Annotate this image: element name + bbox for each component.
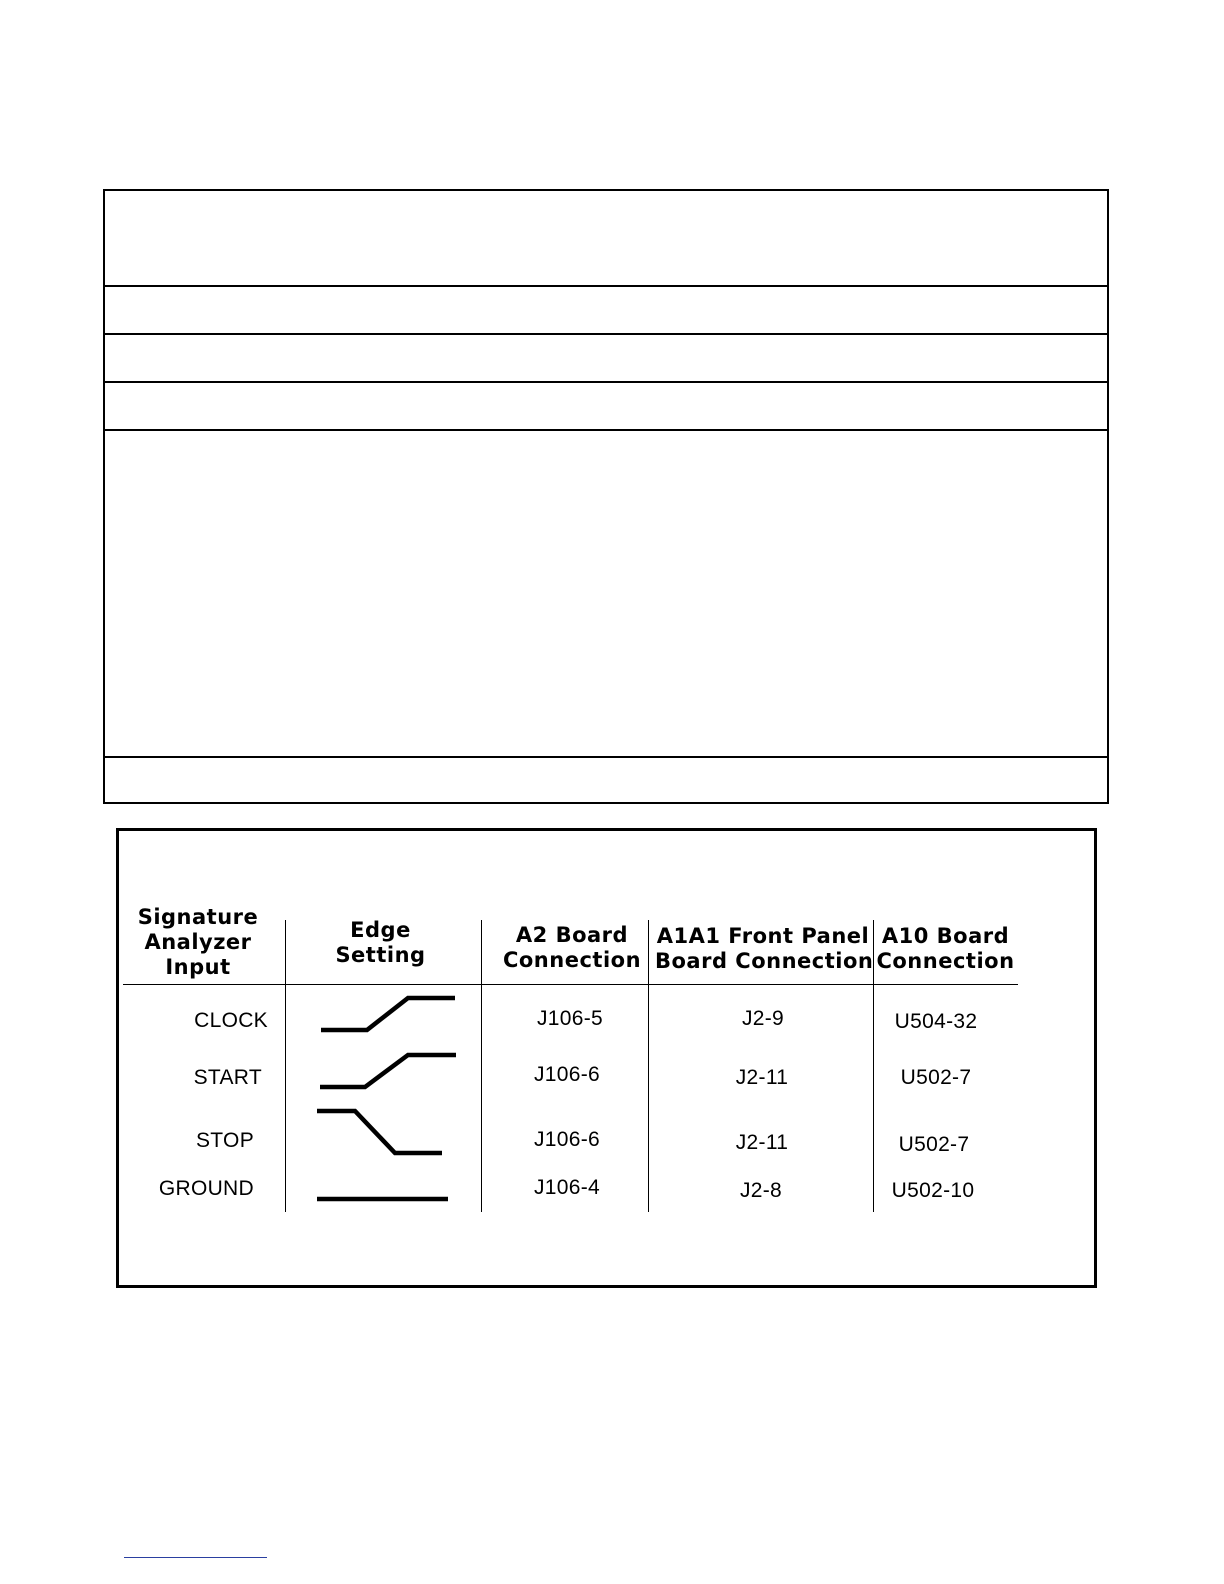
header-a10-board-connection: A10 Board Connection bbox=[876, 924, 1015, 973]
signal-label: START bbox=[193, 1066, 262, 1089]
signal-label: STOP bbox=[196, 1129, 254, 1152]
signal-label: CLOCK bbox=[194, 1009, 268, 1032]
falling-edge-icon bbox=[317, 1111, 442, 1153]
a1a1-connection: J2-8 bbox=[739, 1179, 783, 1202]
signal-label: GROUND bbox=[158, 1177, 254, 1200]
a2-connection: J106-6 bbox=[533, 1063, 600, 1086]
a2-connection: J106-6 bbox=[533, 1128, 600, 1151]
a10-connection: U502-10 bbox=[891, 1179, 975, 1202]
header-a2-board-connection: A2 Board Connection bbox=[502, 923, 642, 972]
a10-connection: U504-32 bbox=[894, 1010, 978, 1033]
rising-edge-icon bbox=[320, 1055, 456, 1087]
a1a1-connection: J2-11 bbox=[735, 1131, 789, 1154]
header-a1a1-board-connection: A1A1 Front Panel Board Connection bbox=[655, 924, 874, 973]
a2-connection: J106-4 bbox=[533, 1176, 600, 1199]
a2-connection: J106-5 bbox=[536, 1007, 603, 1030]
a10-connection: U502-7 bbox=[898, 1133, 970, 1156]
a10-connection: U502-7 bbox=[900, 1066, 972, 1089]
rising-edge-icon bbox=[321, 998, 455, 1030]
header-signature-analyzer-input: Signature Analyzer Input bbox=[137, 905, 259, 979]
header-edge-setting: Edge Setting bbox=[335, 918, 426, 967]
a1a1-connection: J2-11 bbox=[735, 1066, 789, 1089]
footer-link-underline bbox=[124, 1557, 267, 1558]
a1a1-connection: J2-9 bbox=[741, 1007, 785, 1030]
